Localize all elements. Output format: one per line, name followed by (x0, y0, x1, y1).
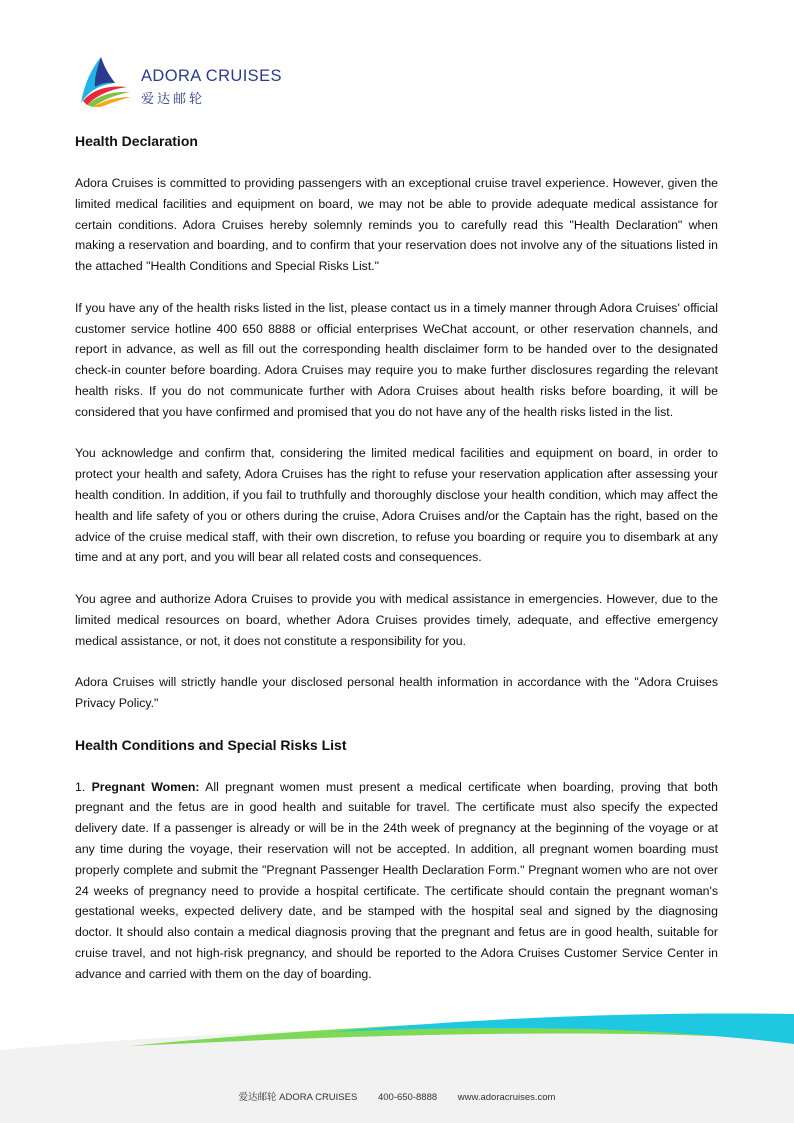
footer-brand: 爱达邮轮 ADORA CRUISES (238, 1092, 358, 1103)
paragraph: You agree and authorize Adora Cruises to provide you with medical assistance in emergencies. However, due to the limited medical resources on board, whether Adora Cruises provides timely, adequate, and effective emergency medical assistance, or not, it does not constitute a responsibility for you. (75, 591, 718, 648)
list-item-pregnant-women (75, 777, 718, 985)
section-title-health-declaration: Health Declaration (75, 133, 198, 149)
paragraph: Adora Cruises will strictly handle your disclosed personal health information in accordance with the "Adora Cruises Privacy Policy." (75, 675, 718, 710)
footer-wave-decoration (0, 1010, 794, 1123)
section-title-risks-list: Health Conditions and Special Risks List (75, 736, 347, 753)
document-body (75, 131, 718, 1005)
list-item-number: 1. (75, 779, 86, 794)
footer-phone: 400-650-8888 (377, 1092, 438, 1103)
brand-name-en: ADORA CRUISES (141, 67, 282, 85)
list-item-label: Pregnant Women: (91, 779, 200, 794)
footer-contact (0, 1089, 794, 1103)
paragraph: Adora Cruises is committed to providing passengers with an exceptional cruise travel experience. However, given the limited medical facilities and equipment on board, we may not be able to provide adequate medical assistance for certain conditions. Adora Cruises hereby solemnly reminds you to carefully read this "Health Declaration" when making a reservation and boarding, and to confirm that your reservation does not involve any of the situations listed in the attached "Health Conditions and Special Risks List." (75, 176, 718, 274)
logo (75, 55, 305, 111)
paragraph: You acknowledge and confirm that, considering the limited medical facilities and equipment on board, in order to protect your health and safety, Adora Cruises has the right to refuse your reservation application after assessing your health condition. In addition, if you fail to truthfully and thoroughly disclose your health condition, which may affect the health and life safety of you or others during the cruise, Adora Cruises and/or the Captain has the right, based on the advice of the cruise medical staff, with their own discretion, to refuse you boarding or require you to disembark at any time and at any port, and you will bear all related costs and consequences. (75, 446, 718, 565)
adora-sail-logo-icon (75, 55, 133, 107)
footer-website: www.adoracruises.com (457, 1092, 556, 1103)
list-item-text: All pregnant women must present a medical certificate when boarding, proving that both pregnant and the fetus are in good health and suitable for travel. The certificate must also specify the expected delivery date. If a passenger is already or will be in the 24th week of pregnancy at the beginning of the voyage or at any time during the voyage, their reservation will not be accepted. In addition, all pregnant women boarding must properly complete and submit the "Pregnant Passenger Health Declaration Form." Pregnant women who are not over 24 weeks of pregnancy need to provide a hospital certificate. The certificate should contain the pregnant woman's gestational weeks, expected delivery date, and be stamped with the hospital seal and signed by the diagnosing doctor. It should also contain a medical diagnosis proving that the pregnant and fetus are in good health, suitable for cruise travel, and not high-risk pregnancy, and should be reported to the Adora Cruises Customer Service Center in advance and carried with them on the day of boarding. (75, 779, 718, 981)
paragraph: If you have any of the health risks listed in the list, please contact us in a timely manner through Adora Cruises' official customer service hotline 400 650 8888 or official enterprises WeChat account, or other reservation channels, and report in advance, as well as fill out the corresponding health disclaimer form to be handed over to the designated check-in counter before boarding. Adora Cruises may require you to make further disclosures regarding the relevant health risks. If you do not communicate further with Adora Cruises about health risks before boarding, it will be considered that you have confirmed and promised that you do not have any of the health risks listed in the list. (75, 300, 718, 419)
brand-name-cn: 爱达邮轮 (141, 91, 206, 106)
